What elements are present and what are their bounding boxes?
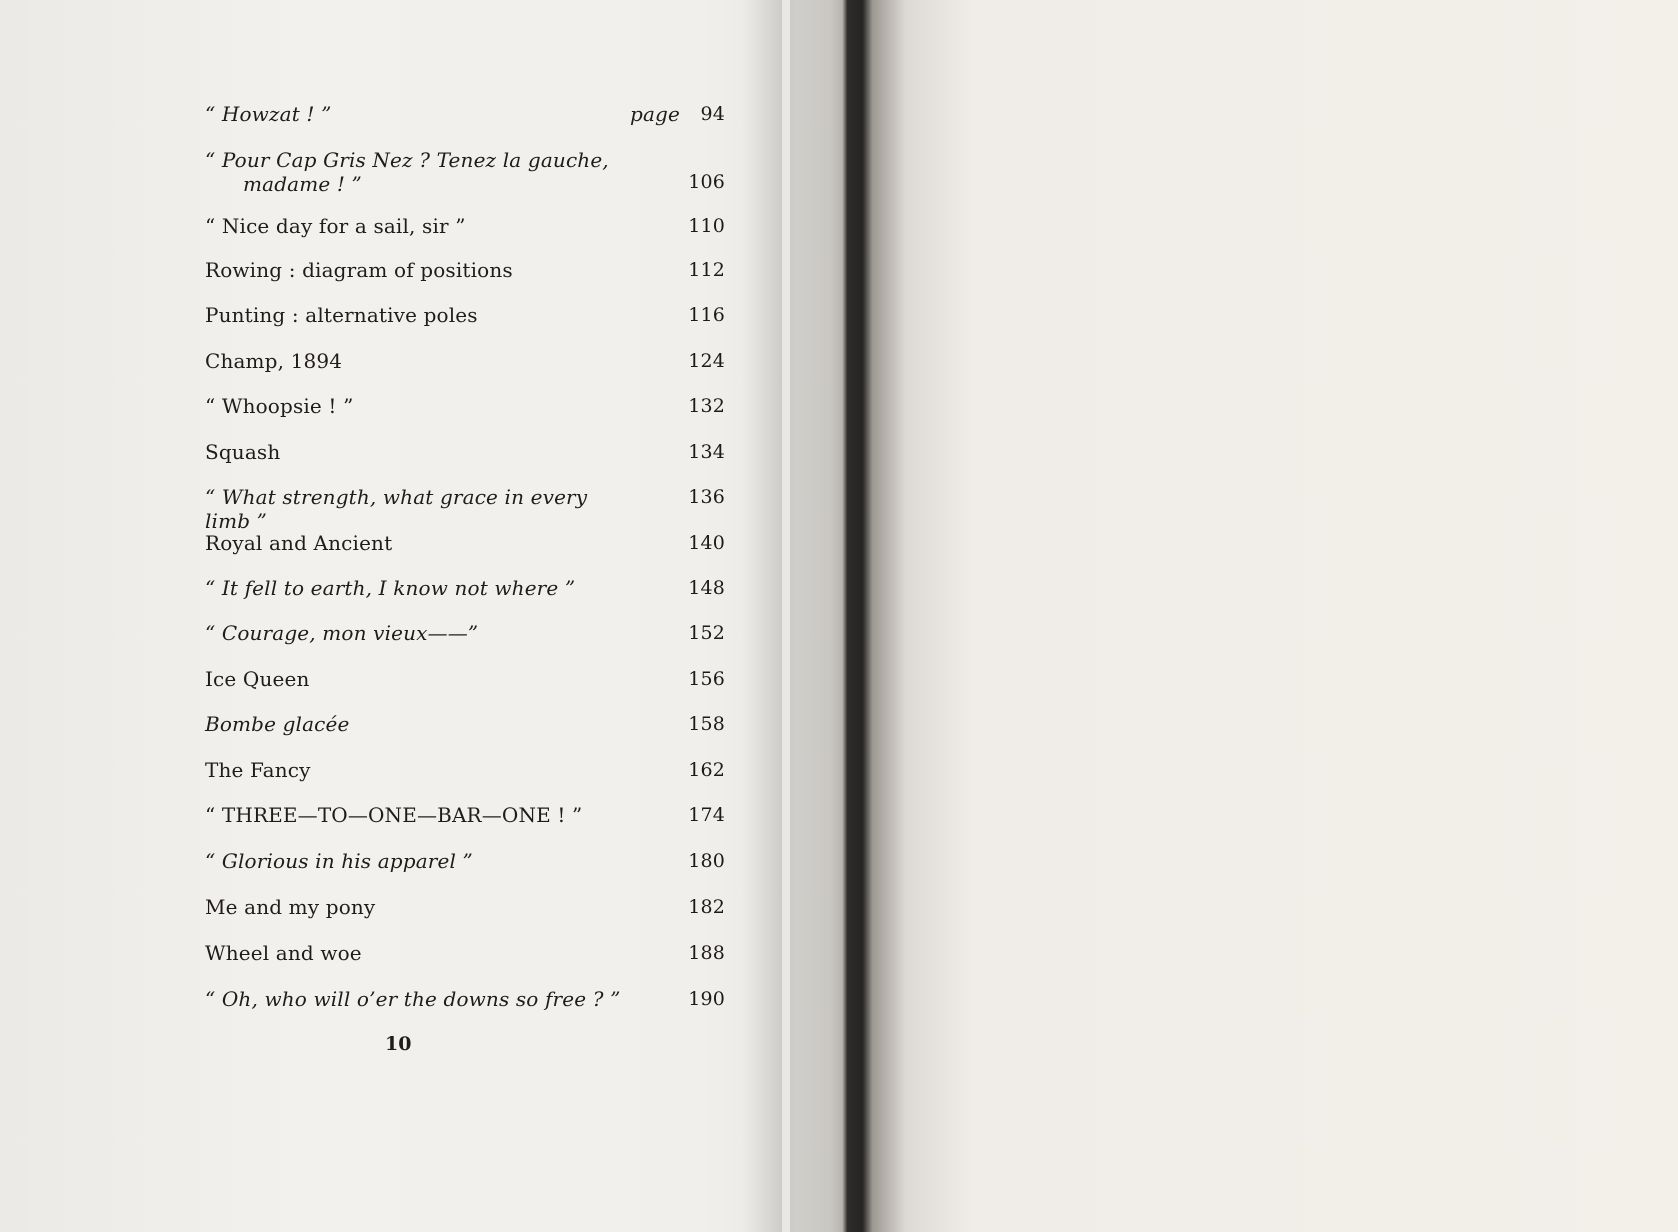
entry-title: Rowing : diagram of positions [205,258,513,282]
entry-title-line1: “ Pour Cap Gris Nez ? Tenez la gauche, [205,148,609,172]
entry-title: Champ, 1894 [205,349,343,373]
entry-title: “ It fell to earth, I know not where ” [205,576,576,600]
entry-page-number: 136 [688,486,725,508]
entry-page-number: 124 [688,350,725,372]
entry-page-number: 132 [688,395,725,417]
entry-title [205,148,635,196]
entry-page-number: 106 [688,171,725,193]
entry-title: The Fancy [205,758,311,782]
entry-title: Royal and Ancient [205,531,393,555]
entry-title: “ What strength, what grace in every limb ” [205,485,588,533]
entry-title: “ Oh, who will o’er the downs so free ? ” [205,987,621,1011]
entry-title: “ Courage, mon vieux——” [205,621,479,645]
left-page [0,0,790,1232]
entry-page-number: 162 [688,759,725,781]
entry-title: “ Glorious in his apparel ” [205,849,473,873]
entry-page-number: 190 [688,988,725,1010]
entry-title: Bombe glacée [205,712,350,736]
entry-title: “ Whoopsie ! ” [205,394,354,418]
entry-title: Wheel and woe [205,941,362,965]
entry-page-number: 188 [688,942,725,964]
entry-title: Me and my pony [205,895,376,919]
entry-page-number: 110 [688,215,725,237]
entry-page-number: 158 [688,713,725,735]
entry-page-number: 116 [688,304,725,326]
entry-page-number: 180 [688,850,725,872]
entry-page-number: 174 [688,804,725,826]
entry-title: Squash [205,440,281,464]
entry-title-line2: madame ! ” [243,172,362,196]
right-page [810,0,1678,1232]
entry-page-number: 134 [688,441,725,463]
entry-title: Punting : alternative poles [205,303,478,327]
page-label: page [630,102,680,126]
entry-page-number: 152 [688,622,725,644]
entry-page-number: 156 [688,668,725,690]
entry-page-number: 148 [688,577,725,599]
entry-page-number: 112 [688,259,725,281]
entry-title: Ice Queen [205,667,310,691]
entry-page-number: 182 [688,896,725,918]
entry-page-number: 140 [688,532,725,554]
gutter-shadow-left [742,0,782,1232]
entry-title: “ Nice day for a sail, sir ” [205,214,466,238]
left-page-number: 10 [385,1033,412,1055]
entry-title: “ Howzat ! ” [205,102,332,126]
entry-title: “ THREE—TO—ONE—BAR—ONE ! ” [205,803,583,827]
entry-page-number: 94 [700,103,725,125]
